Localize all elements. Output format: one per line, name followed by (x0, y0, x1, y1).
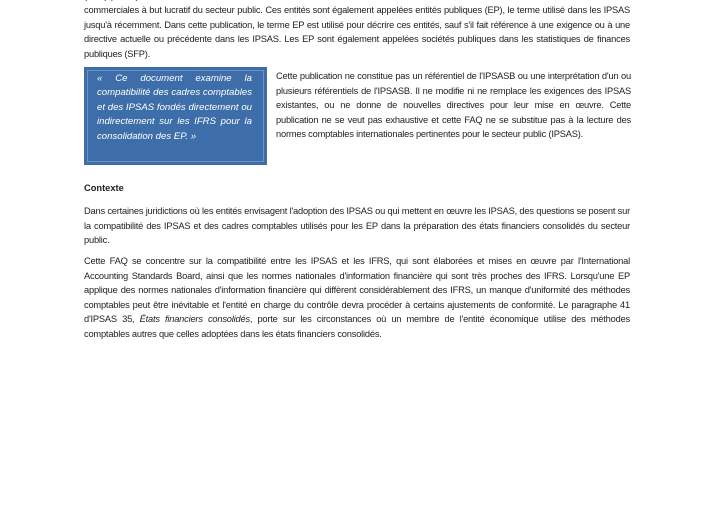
context-paragraph-2-end: , porte sur les circonstances où un membre de l'entité économique utilise des méthodes comptables autres que celles adoptées dans les états financiers consolidés. (84, 314, 630, 339)
context-paragraph-2 (84, 254, 630, 342)
context-paragraph-1: Dans certaines juridictions où les entités envisagent l'adoption des IPSAS ou qui mettent en œuvre les IPSAS, des questions se posent sur la compatibilité des IPSAS et des cadres comptables utilisés pour les EP dans la préparation des états financiers consolidés du secteur public. (84, 206, 630, 246)
ipsas-35-title: États financiers consolidés (139, 314, 250, 325)
context-paragraph-2-main: Cette FAQ se concentre sur la compatibilité entre les IPSAS et les IFRS, qui sont élaborées et mises en œuvre par l'International Accounting Standards Board, ainsi que les normes nationales d'information financière qui sont très proches des IFRS. Lorsqu'une EP applique des normes nationales d'information financière qui diffèrent considérablement des IFRS, un manque d'uniformité des méthodes comptables peut être inévitable et l'entité en charge du contrôle devra procéder à certains ajustements de conformité. Le paragraphe 41 d'IPSAS 35, (84, 256, 630, 325)
intro-paragraph: commerciales à but lucratif du secteur public. Ces entités sont également appelées entités publiques (EP), le terme utilisé dans les IPSAS jusqu'à récemment. Dans cette publication, le terme EP est utilisé pour décrire ces entités, sauf s'il fait référence à une exigence ou à une directive actuelle ou précédente dans les IPSAS. Les EP sont également appelées sociétés publiques dans les statistiques de finances publiques (SFP). (84, 5, 630, 59)
callout-quote-box (84, 67, 267, 165)
context-heading: Contexte (84, 183, 124, 193)
callout-quote-text: « Ce document examine la compatibilité des cadres comptables et des IPSAS fondés directement ou indirectement sur les IFRS pour la consolidation des EP. » (97, 73, 252, 142)
publication-disclaimer-paragraph: Cette publication ne constitue pas un référentiel de l'IPSASB ou une interprétation d'un ou plusieurs référentiels de l'IPSASB. Il ne modifie ni ne remplace les exigences des IPSAS existantes, ou ne donne de nouvelles directives pour leur mise en œuvre. Cette publication ne se veut pas exhaustive et cette FAQ ne se substitue pas à la lecture des normes comptables internationales pertinentes pour le secteur public (IPSAS). (276, 71, 631, 140)
